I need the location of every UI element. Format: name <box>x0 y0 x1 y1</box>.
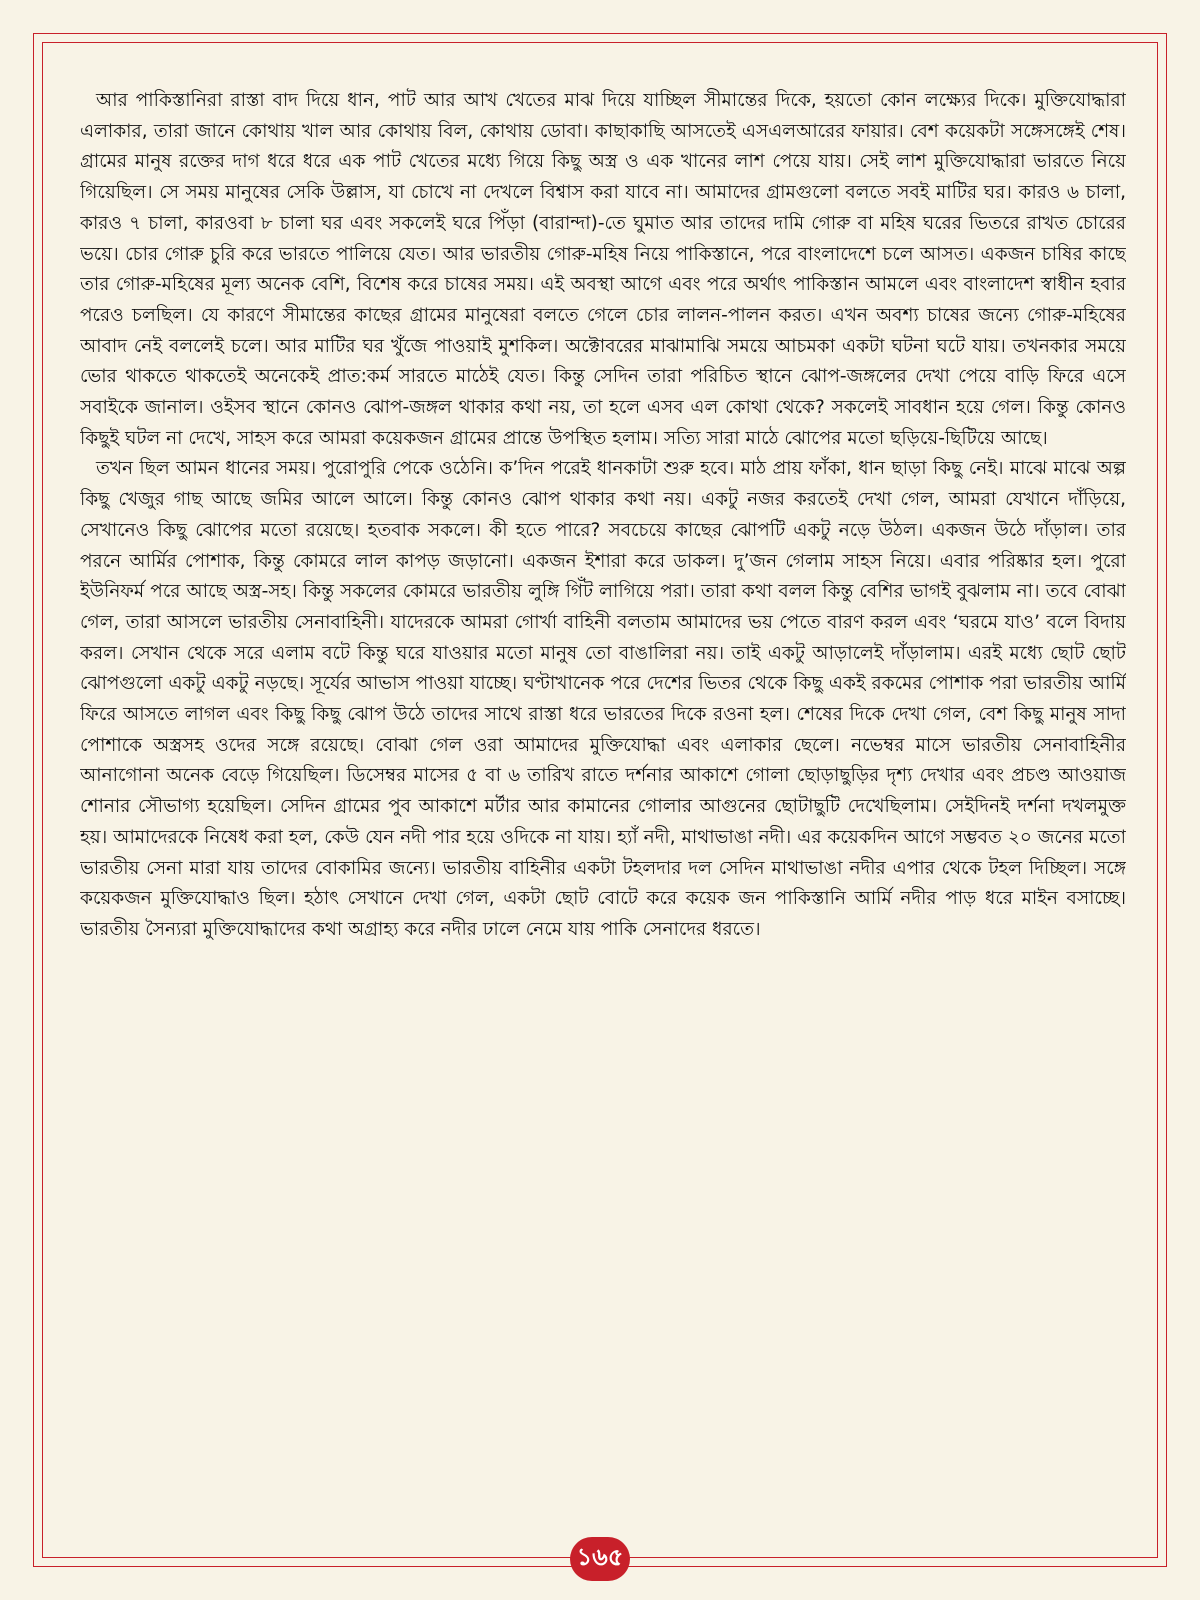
body-text <box>80 86 1126 1506</box>
page-number: ১৬৫ <box>570 1537 630 1581</box>
paragraph-2: তখন ছিল আমন ধানের সময়। পুরোপুরি পেকে ওঠেনি। ক’দিন পরেই ধানকাটা শুরু হবে। মাঠ প্রায় ফাঁকা, ধান ছাড়া কিছু নেই। মাঝে মাঝে অল্প কিছু খেজুর গাছ আছে জমির আলে আলে। কিন্তু কোনও ঝোপ থাকার কথা নয়। একটু নজর করতেই দেখা গেল, আমরা যেখানে দাঁড়িয়ে, সেখানেও কিছু ঝোপের মতো রয়েছে। হতবাক সকলে। কী হতে পারে? সবচেয়ে কাছের ঝোপটি একটু নড়ে উঠল। একজন উঠে দাঁড়াল। তার পরনে আর্মির পোশাক, কিন্তু কোমরে লাল কাপড় জড়ানো। একজন ইশারা করে ডাকল। দু’জন গেলাম সাহস নিয়ে। এবার পরিষ্কার হল। পুরো ইউনিফর্ম পরে আছে অস্ত্র-সহ। কিন্তু সকলের কোমরে ভারতীয় লুঙ্গি গিঁট লাগিয়ে পরা। তারা কথা বলল কিন্তু বেশির ভাগই বুঝলাম না। তবে বোঝা গেল, তারা আসলে ভারতীয় সেনাবাহিনী। যাদেরকে আমরা গোর্খা বাহিনী বলতাম আমাদের ভয় পেতে বারণ করল এবং ‘ঘরমে যাও’ বলে বিদায় করল। সেখান থেকে সরে এলাম বটে কিন্তু ঘরে যাওয়ার মতো মানুষ তো বাঙালিরা নয়। তাই একটু আড়ালেই দাঁড়ালাম। এরই মধ্যে ছোট ছোট ঝোপগুলো একটু একটু নড়ছে। সূর্যের আভাস পাওয়া যাচ্ছে। ঘণ্টাখানেক পরে দেশের ভিতর থেকে কিছু একই রকমের পোশাক পরা ভারতীয় আর্মি ফিরে আসতে লাগল এবং কিছু কিছু ঝোপ উঠে তাদের সাথে রাস্তা ধরে ভারতের দিকে রওনা হল। শেষের দিকে দেখা গেল, বেশ কিছু মানুষ সাদা পোশাকে অস্ত্রসহ ওদের সঙ্গে রয়েছে। বোঝা গেল ওরা আমাদের মুক্তিযোদ্ধা এবং এলাকার ছেলে। নভেম্বর মাসে ভারতীয় সেনাবাহিনীর আনাগোনা অনেক বেড়ে গিয়েছিল। ডিসেম্বর মাসের ৫ বা ৬ তারিখ রাতে দর্শনার আকাশে গোলা ছোড়াছুড়ির দৃশ্য দেখার এবং প্রচণ্ড আওয়াজ শোনার সৌভাগ্য হয়েছিল। সেদিন গ্রামের পুব আকাশে মর্টার আর কামানের গোলার আগুনের ছোটাছুটি দেখেছিলাম। সেইদিনই দর্শনা দখলমুক্ত হয়। আমাদেরকে নিষেধ করা হল, কেউ যেন নদী পার হয়ে ওদিকে না যায়। হ্যাঁ নদী, মাথাভাঙা নদী। এর কয়েকদিন আগে সম্ভবত ২০ জনের মতো ভারতীয় সেনা মারা যায় তাদের বোকামির জন্যে। ভারতীয় বাহিনীর একটা টহলদার দল সেদিন মাথাভাঙা নদীর এপার থেকে টহল দিচ্ছিল। সঙ্গে কয়েকজন মুক্তিযোদ্ধাও ছিল। হঠাৎ সেখানে দেখা গেল, একটা ছোট বোটে করে কয়েক জন পাকিস্তানি আর্মি নদীর পাড় ধরে মাইন বসাচ্ছে। ভারতীয় সৈন্যরা মুক্তিযোদ্ধাদের কথা অগ্রাহ্য করে নদীর ঢালে নেমে যায় পাকি সেনাদের ধরতে। <box>80 458 1126 940</box>
paragraph-1: আর পাকিস্তানিরা রাস্তা বাদ দিয়ে ধান, পাট আর আখ খেতের মাঝ দিয়ে যাচ্ছিল সীমান্তের দিকে, হয়তো কোন লক্ষ্যের দিকে। মুক্তিযোদ্ধারা এলাকার, তারা জানে কোথায় খাল আর কোথায় বিল, কোথায় ডোবা। কাছাকাছি আসতেই এসএলআরের ফায়ার। বেশ কয়েকটা সঙ্গেসঙ্গেই শেষ। গ্রামের মানুষ রক্তের দাগ ধরে ধরে এক পাট খেতের মধ্যে গিয়ে কিছু অস্ত্র ও এক খানের লাশ পেয়ে যায়। সেই লাশ মুক্তিযোদ্ধারা ভারতে নিয়ে গিয়েছিল। সে সময় মানুষের সেকি উল্লাস, যা চোখে না দেখলে বিশ্বাস করা যাবে না। আমাদের গ্রামগুলো বলতে সবই মাটির ঘর। কারও ৬ চালা, কারও ৭ চালা, কারওবা ৮ চালা ঘর এবং সকলেই ঘরে পিঁড়া (বারান্দা)-তে ঘুমাত আর তাদের দামি গোরু বা মহিষ ঘরের ভিতরে রাখত চোরের ভয়ে। চোর গোরু চুরি করে ভারতে পালিয়ে যেত। আর ভারতীয় গোরু-মহিষ নিয়ে পাকিস্তানে, পরে বাংলাদেশে চলে আসত। একজন চাষির কাছে তার গোরু-মহিষের মূল্য অনেক বেশি, বিশেষ করে চাষের সময়। এই অবস্থা আগে এবং পরে অর্থাৎ পাকিস্তান আমলে এবং বাংলাদেশ স্বাধীন হবার পরেও চলছিল। যে কারণে সীমান্তের কাছের গ্রামের মানুষেরা বলতে গেলে চোর লালন-পালন করত। এখন অবশ্য চাষের জন্যে গোরু-মহিষের আবাদ নেই বললেই চলে। আর মাটির ঘর খুঁজে পাওয়াই মুশকিল। অক্টোবরের মাঝামাঝি সময়ে আচমকা একটা ঘটনা ঘটে যায়। তখনকার সময়ে ভোর থাকতে থাকতেই অনেকেই প্রাত:কর্ম সারতে মাঠেই যেত। কিন্তু সেদিন তারা পরিচিত স্থানে ঝোপ-জঙ্গলের দেখা পেয়ে বাড়ি ফিরে এসে সবাইকে জানাল। ওইসব স্থানে কোনও ঝোপ-জঙ্গল থাকার কথা নয়, তা হলে এসব এল কোথা থেকে? সকলেই সাবধান হয়ে গেল। কিন্তু কোনও কিছুই ঘটল না দেখে, সাহস করে আমরা কয়েকজন গ্রামের প্রান্তে উপস্থিত হলাম। সত্যি সারা মাঠে ঝোপের মতো ছড়িয়ে-ছিটিয়ে আছে। <box>80 90 1126 449</box>
